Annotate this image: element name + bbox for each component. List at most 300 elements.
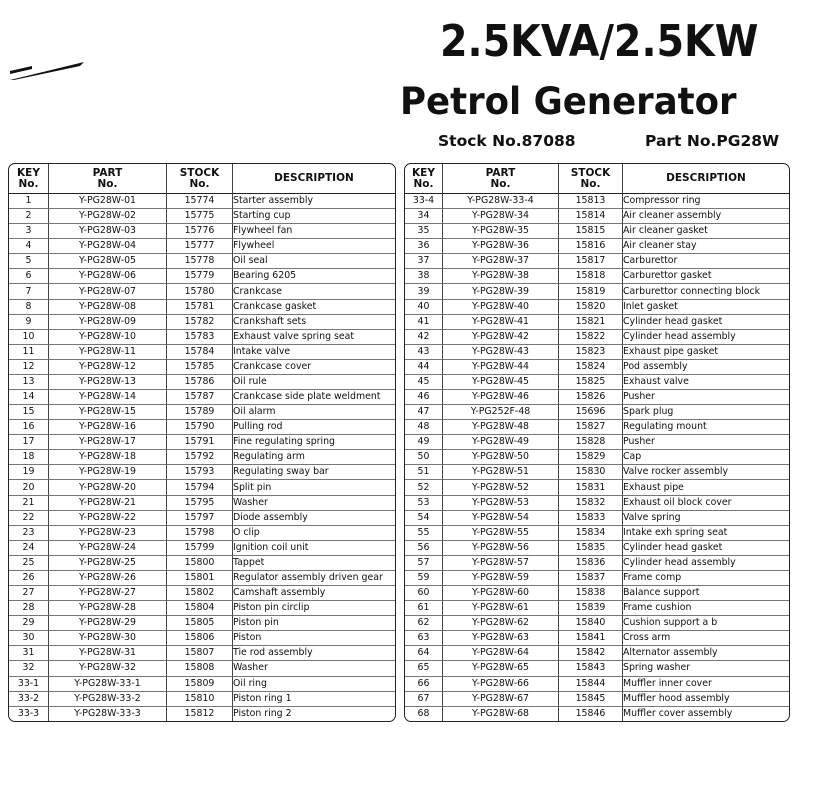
table-row	[405, 284, 789, 299]
stock-no-cell: 15830	[559, 465, 623, 480]
table-row	[405, 300, 789, 315]
stock-no-cell: 15828	[559, 435, 623, 450]
key-no-cell: 26	[9, 571, 49, 586]
description-cell: O clip	[233, 526, 395, 541]
stock-no-cell: 15800	[167, 556, 233, 571]
part-no-cell: Y-PG28W-17	[49, 435, 167, 450]
key-no-cell: 6	[9, 269, 49, 284]
key-no-cell: 22	[9, 511, 49, 526]
table-row	[405, 420, 789, 435]
stock-no-cell: 15786	[167, 375, 233, 390]
description-cell: Muffler inner cover	[623, 677, 789, 692]
table-row	[405, 360, 789, 375]
table-row	[9, 616, 395, 631]
description-cell: Exhaust valve spring seat	[233, 330, 395, 345]
part-no-cell: Y-PG28W-68	[443, 707, 559, 721]
stock-no-cell: 15846	[559, 707, 623, 721]
part-no-cell: Y-PG28W-16	[49, 420, 167, 435]
table-row	[405, 315, 789, 330]
key-no-cell: 52	[405, 480, 443, 495]
part-no-cell: Y-PG28W-67	[443, 692, 559, 707]
key-no-cell: 50	[405, 450, 443, 465]
part-no-cell: Y-PG28W-43	[443, 345, 559, 360]
stock-no-cell: 15822	[559, 330, 623, 345]
stock-no-cell: 15807	[167, 646, 233, 661]
part-number: Part No.PG28W	[645, 132, 780, 150]
part-no-cell: Y-PG28W-30	[49, 631, 167, 646]
key-no-cell: 35	[405, 224, 443, 239]
part-no-cell: Y-PG28W-37	[443, 254, 559, 269]
stock-no-cell: 15842	[559, 646, 623, 661]
description-cell: Pulling rod	[233, 420, 395, 435]
stock-no-cell: 15815	[559, 224, 623, 239]
table-row	[9, 707, 395, 721]
table-row	[405, 465, 789, 480]
key-no-cell: 21	[9, 496, 49, 511]
stock-no-cell: 15827	[559, 420, 623, 435]
part-no-cell: Y-PG252F-48	[443, 405, 559, 420]
stock-no-cell: 15793	[167, 465, 233, 480]
table-row	[9, 420, 395, 435]
stock-no-cell: 15779	[167, 269, 233, 284]
key-no-cell: 42	[405, 330, 443, 345]
part-no-cell: Y-PG28W-14	[49, 390, 167, 405]
key-no-cell: 28	[9, 601, 49, 616]
part-no-cell: Y-PG28W-18	[49, 450, 167, 465]
part-no-cell: Y-PG28W-09	[49, 315, 167, 330]
description-cell: Diode assembly	[233, 511, 395, 526]
stock-no-cell: 15824	[559, 360, 623, 375]
stock-no-cell: 15799	[167, 541, 233, 556]
description-cell: Piston ring 1	[233, 692, 395, 707]
stock-header-line1: STOCK	[179, 166, 220, 179]
key-no-cell: 47	[405, 405, 443, 420]
key-no-cell: 39	[405, 284, 443, 299]
description-cell: Air cleaner assembly	[623, 209, 789, 224]
stock-no-cell: 15835	[559, 541, 623, 556]
stock-no-cell: 15797	[167, 511, 233, 526]
key-no-cell: 8	[9, 300, 49, 315]
description-cell: Camshaft assembly	[233, 586, 395, 601]
part-no-cell: Y-PG28W-22	[49, 511, 167, 526]
description-cell: Spark plug	[623, 405, 789, 420]
stock-no-cell: 15789	[167, 405, 233, 420]
key-no-cell: 56	[405, 541, 443, 556]
stock-no-cell: 15823	[559, 345, 623, 360]
part-no-cell: Y-PG28W-52	[443, 480, 559, 495]
stock-no-cell: 15826	[559, 390, 623, 405]
description-cell: Cylinder head gasket	[623, 315, 789, 330]
key-no-cell: 12	[9, 360, 49, 375]
table-row	[9, 571, 395, 586]
key-no-cell: 43	[405, 345, 443, 360]
description-cell: Regulating sway bar	[233, 465, 395, 480]
key-no-cell: 48	[405, 420, 443, 435]
description-cell: Piston pin circlip	[233, 601, 395, 616]
description-cell: Flywheel fan	[233, 224, 395, 239]
part-no-cell: Y-PG28W-34	[443, 209, 559, 224]
table-row	[405, 571, 789, 586]
table-row	[405, 631, 789, 646]
table-row	[9, 661, 395, 676]
description-header: DESCRIPTION	[623, 164, 789, 194]
table-row	[405, 541, 789, 556]
description-cell: Starter assembly	[233, 194, 395, 209]
stock-no-cell: 15840	[559, 616, 623, 631]
part-no-cell: Y-PG28W-40	[443, 300, 559, 315]
part-no-cell: Y-PG28W-39	[443, 284, 559, 299]
key-no-cell: 64	[405, 646, 443, 661]
table-row	[9, 254, 395, 269]
key-no-cell: 66	[405, 677, 443, 692]
key-header-line2: No.	[413, 177, 434, 190]
key-no-cell: 45	[405, 375, 443, 390]
key-no-cell: 20	[9, 480, 49, 495]
stock-header-line1: STOCK	[570, 166, 611, 179]
stock-no-cell: 15831	[559, 480, 623, 495]
part-no-cell: Y-PG28W-20	[49, 480, 167, 495]
table-row	[405, 707, 789, 721]
description-cell: Exhaust oil block cover	[623, 496, 789, 511]
description-cell: Cross arm	[623, 631, 789, 646]
description-cell: Carburettor	[623, 254, 789, 269]
table-row	[9, 345, 395, 360]
description-cell: Air cleaner stay	[623, 239, 789, 254]
part-no-cell: Y-PG28W-12	[49, 360, 167, 375]
stock-no-cell: 15810	[167, 692, 233, 707]
description-cell: Frame cushion	[623, 601, 789, 616]
stock-no-cell: 15783	[167, 330, 233, 345]
key-no-header	[9, 164, 49, 194]
description-cell: Frame comp	[623, 571, 789, 586]
table-row	[405, 435, 789, 450]
key-no-cell: 46	[405, 390, 443, 405]
stock-no-cell: 15817	[559, 254, 623, 269]
table-row	[9, 480, 395, 495]
description-header: DESCRIPTION	[233, 164, 395, 194]
part-no-cell: Y-PG28W-11	[49, 345, 167, 360]
description-cell: Crankshaft sets	[233, 315, 395, 330]
part-no-cell: Y-PG28W-50	[443, 450, 559, 465]
key-no-cell: 4	[9, 239, 49, 254]
stock-no-cell: 15790	[167, 420, 233, 435]
description-cell: Starting cup	[233, 209, 395, 224]
stock-no-cell: 15795	[167, 496, 233, 511]
part-no-cell: Y-PG28W-41	[443, 315, 559, 330]
power-rating-banner	[420, 16, 820, 67]
stock-no-cell: 15819	[559, 284, 623, 299]
stock-no-cell: 15802	[167, 586, 233, 601]
key-no-cell: 17	[9, 435, 49, 450]
table-row	[9, 450, 395, 465]
table-row	[405, 375, 789, 390]
part-no-cell: Y-PG28W-07	[49, 284, 167, 299]
description-cell: Tie rod assembly	[233, 646, 395, 661]
key-no-cell: 54	[405, 511, 443, 526]
description-cell: Crankcase side plate weldment	[233, 390, 395, 405]
part-no-cell: Y-PG28W-33-2	[49, 692, 167, 707]
stock-no-cell: 15808	[167, 661, 233, 676]
stock-no-cell: 15839	[559, 601, 623, 616]
stock-no-cell: 15777	[167, 239, 233, 254]
key-no-cell: 29	[9, 616, 49, 631]
stock-no-cell: 15832	[559, 496, 623, 511]
description-cell: Washer	[233, 496, 395, 511]
stock-no-header	[559, 164, 623, 194]
part-no-cell: Y-PG28W-33-1	[49, 677, 167, 692]
description-cell: Pusher	[623, 390, 789, 405]
key-no-cell: 55	[405, 526, 443, 541]
table-row	[9, 526, 395, 541]
key-no-cell: 7	[9, 284, 49, 299]
description-cell: Crankcase gasket	[233, 300, 395, 315]
table-row	[9, 209, 395, 224]
description-cell: Tappet	[233, 556, 395, 571]
stock-header-line2: No.	[189, 177, 210, 190]
table-row	[405, 224, 789, 239]
key-no-cell: 31	[9, 646, 49, 661]
part-no-cell: Y-PG28W-38	[443, 269, 559, 284]
power-rating-text: 2.5KVA/2.5KW	[440, 16, 759, 67]
description-cell: Bearing 6205	[233, 269, 395, 284]
part-no-cell: Y-PG28W-35	[443, 224, 559, 239]
table-row	[405, 646, 789, 661]
part-no-cell: Y-PG28W-32	[49, 661, 167, 676]
part-no-cell: Y-PG28W-64	[443, 646, 559, 661]
description-cell: Cylinder head gasket	[623, 541, 789, 556]
part-header-line2: No.	[490, 177, 511, 190]
stock-no-cell: 15780	[167, 284, 233, 299]
table-row	[405, 239, 789, 254]
description-cell: Piston	[233, 631, 395, 646]
table-row	[9, 269, 395, 284]
stock-no-cell: 15841	[559, 631, 623, 646]
table-header-row	[405, 164, 789, 194]
part-header-line1: PART	[485, 166, 516, 179]
key-no-cell: 59	[405, 571, 443, 586]
stock-no-cell: 15812	[167, 707, 233, 721]
description-cell: Exhaust pipe	[623, 480, 789, 495]
stock-no-cell: 15838	[559, 586, 623, 601]
part-no-cell: Y-PG28W-56	[443, 541, 559, 556]
table-row	[405, 677, 789, 692]
description-cell: Intake valve	[233, 345, 395, 360]
table-row	[9, 194, 395, 209]
part-no-cell: Y-PG28W-49	[443, 435, 559, 450]
key-no-cell: 33-2	[9, 692, 49, 707]
stock-no-cell: 15816	[559, 239, 623, 254]
description-cell: Cylinder head assembly	[623, 556, 789, 571]
stock-no-cell: 15836	[559, 556, 623, 571]
description-cell: Alternator assembly	[623, 646, 789, 661]
key-no-cell: 23	[9, 526, 49, 541]
part-no-header	[443, 164, 559, 194]
stock-no-cell: 15843	[559, 661, 623, 676]
part-no-cell: Y-PG28W-53	[443, 496, 559, 511]
table-row	[9, 631, 395, 646]
table-row	[9, 496, 395, 511]
key-no-cell: 2	[9, 209, 49, 224]
key-no-cell: 41	[405, 315, 443, 330]
part-no-cell: Y-PG28W-63	[443, 631, 559, 646]
stock-no-cell: 15778	[167, 254, 233, 269]
table-row	[405, 661, 789, 676]
key-no-cell: 38	[405, 269, 443, 284]
key-no-cell: 36	[405, 239, 443, 254]
key-no-cell: 13	[9, 375, 49, 390]
table-row	[405, 345, 789, 360]
stock-no-cell: 15814	[559, 209, 623, 224]
part-no-cell: Y-PG28W-55	[443, 526, 559, 541]
stock-header-line2: No.	[580, 177, 601, 190]
part-no-header	[49, 164, 167, 194]
table-row	[9, 315, 395, 330]
part-no-cell: Y-PG28W-48	[443, 420, 559, 435]
description-cell: Spring washer	[623, 661, 789, 676]
part-no-cell: Y-PG28W-21	[49, 496, 167, 511]
stock-no-cell: 15821	[559, 315, 623, 330]
table-row	[9, 677, 395, 692]
description-cell: Pusher	[623, 435, 789, 450]
part-no-cell: Y-PG28W-61	[443, 601, 559, 616]
description-cell: Split pin	[233, 480, 395, 495]
part-no-cell: Y-PG28W-66	[443, 677, 559, 692]
description-cell: Piston ring 2	[233, 707, 292, 719]
key-no-cell: 65	[405, 661, 443, 676]
description-cell: Intake exh spring seat	[623, 526, 789, 541]
table-row	[405, 616, 789, 631]
key-no-cell: 49	[405, 435, 443, 450]
description-cell: Cylinder head assembly	[623, 330, 789, 345]
key-no-cell: 27	[9, 586, 49, 601]
description-cell: Piston pin	[233, 616, 395, 631]
description-cell: Valve rocker assembly	[623, 465, 789, 480]
description-cell: Oil seal	[233, 254, 395, 269]
description-cell: Fine regulating spring	[233, 435, 395, 450]
table-row	[9, 360, 395, 375]
part-header-line1: PART	[92, 166, 123, 179]
part-no-cell: Y-PG28W-62	[443, 616, 559, 631]
stock-no-cell: 15787	[167, 390, 233, 405]
key-header-line1: KEY	[17, 166, 40, 179]
table-row	[405, 480, 789, 495]
part-no-cell: Y-PG28W-06	[49, 269, 167, 284]
table-row	[405, 526, 789, 541]
key-no-header	[405, 164, 443, 194]
table-row	[405, 496, 789, 511]
parts-table-right	[404, 163, 790, 722]
key-no-cell: 63	[405, 631, 443, 646]
part-no-cell: Y-PG28W-19	[49, 465, 167, 480]
stock-no-cell: 15845	[559, 692, 623, 707]
part-no-cell: Y-PG28W-44	[443, 360, 559, 375]
description-cell: Carburettor gasket	[623, 269, 789, 284]
description-cell: Washer	[233, 661, 395, 676]
description-cell: Regulating arm	[233, 450, 395, 465]
table-row	[405, 254, 789, 269]
key-no-cell: 57	[405, 556, 443, 571]
description-cell: Oil ring	[233, 677, 395, 692]
table-row	[405, 194, 789, 209]
key-no-cell: 15	[9, 405, 49, 420]
table-row	[9, 224, 395, 239]
part-no-cell: Y-PG28W-46	[443, 390, 559, 405]
part-no-cell: Y-PG28W-01	[49, 194, 167, 209]
page-title: Petrol Generator	[400, 80, 737, 123]
key-no-cell: 18	[9, 450, 49, 465]
stock-no-cell: 15696	[559, 405, 623, 420]
part-no-cell: Y-PG28W-15	[49, 405, 167, 420]
description-cell: Cap	[623, 450, 789, 465]
part-no-cell: Y-PG28W-23	[49, 526, 167, 541]
part-no-cell: Y-PG28W-57	[443, 556, 559, 571]
key-no-cell: 34	[405, 209, 443, 224]
key-no-cell: 67	[405, 692, 443, 707]
description-cell: Balance support	[623, 586, 789, 601]
table-row	[9, 541, 395, 556]
table-row	[405, 209, 789, 224]
stock-no-cell: 15791	[167, 435, 233, 450]
table-row	[405, 556, 789, 571]
table-row	[9, 375, 395, 390]
part-no-cell: Y-PG28W-08	[49, 300, 167, 315]
table-row	[9, 511, 395, 526]
description-cell: Compressor ring	[623, 194, 789, 209]
part-no-cell: Y-PG28W-29	[49, 616, 167, 631]
table-header-row	[9, 164, 395, 194]
table-row	[9, 601, 395, 616]
part-no-cell: Y-PG28W-02	[49, 209, 167, 224]
stock-no-cell: 15837	[559, 571, 623, 586]
part-no-cell: Y-PG28W-51	[443, 465, 559, 480]
part-no-cell: Y-PG28W-45	[443, 375, 559, 390]
key-no-cell: 53	[405, 496, 443, 511]
description-cell: Exhaust valve	[623, 375, 789, 390]
stock-no-cell: 15774	[167, 194, 233, 209]
description-cell: Oil rule	[233, 375, 395, 390]
stock-no-cell: 15798	[167, 526, 233, 541]
table-row	[9, 330, 395, 345]
key-no-cell: 51	[405, 465, 443, 480]
part-no-cell: Y-PG28W-33-4	[443, 194, 559, 209]
part-no-cell: Y-PG28W-31	[49, 646, 167, 661]
key-no-cell: 1	[9, 194, 49, 209]
table-row	[9, 390, 395, 405]
part-no-cell: Y-PG28W-05	[49, 254, 167, 269]
part-no-cell: Y-PG28W-10	[49, 330, 167, 345]
key-no-cell: 68	[405, 707, 443, 721]
key-no-cell: 33-1	[9, 677, 49, 692]
part-no-cell: Y-PG28W-28	[49, 601, 167, 616]
stock-no-cell: 15785	[167, 360, 233, 375]
part-no-cell: Y-PG28W-54	[443, 511, 559, 526]
description-cell: Crankcase	[233, 284, 395, 299]
key-no-cell: 10	[9, 330, 49, 345]
stock-no-header	[167, 164, 233, 194]
part-no-cell: Y-PG28W-27	[49, 586, 167, 601]
description-cell: Muffler cover assembly	[623, 707, 733, 719]
description-cell: Flywheel	[233, 239, 395, 254]
table-row	[405, 269, 789, 284]
stock-no-cell: 15794	[167, 480, 233, 495]
description-cell: Regulator assembly driven gear	[233, 571, 395, 586]
table-row	[405, 390, 789, 405]
stock-no-cell: 15784	[167, 345, 233, 360]
part-no-cell: Y-PG28W-33-3	[49, 707, 167, 721]
table-row	[9, 239, 395, 254]
key-no-cell: 40	[405, 300, 443, 315]
table-row	[9, 435, 395, 450]
